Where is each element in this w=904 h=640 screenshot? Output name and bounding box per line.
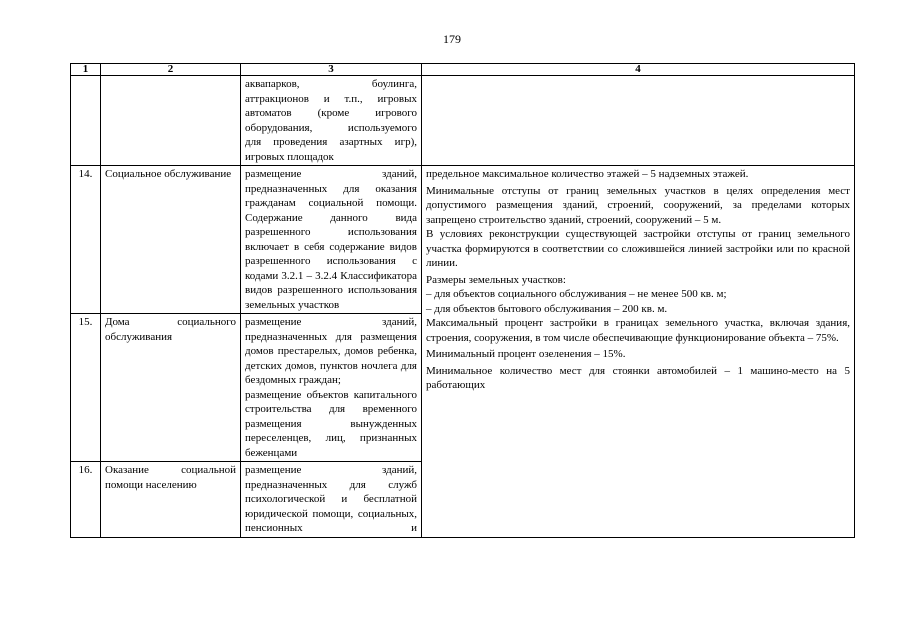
- column-header-1: 1: [71, 64, 101, 76]
- description-line: игровых площадок: [245, 150, 334, 163]
- page-number: 179: [443, 32, 461, 46]
- column-header-3: 3: [241, 64, 422, 76]
- param-max-floors: предельное максимальное количество этажей – 5 надземных этажей.: [426, 168, 749, 180]
- description-line: аттракционов и т.п., игровых: [245, 92, 417, 105]
- param-parking: Минимальное количество мест для стоянки автомобилей – 1 машино-место на 5 работающих: [426, 364, 850, 391]
- use-name: Дома социального обслуживания: [101, 314, 241, 462]
- row-number: 15.: [71, 314, 101, 462]
- table-row: [71, 76, 855, 166]
- table-row: [71, 166, 855, 314]
- table-header-row: [71, 64, 855, 76]
- param-setbacks: Минимальные отступы от границ земельных участков в целях определения мест допустимого размещения зданий, строений, сооружений, за пределами которых запрещено строительство зданий, строений, сооружений – 5 м.: [426, 184, 850, 226]
- parameters-cell-empty: [422, 76, 855, 166]
- param-plot-sizes: Размеры земельных участков:: [426, 273, 566, 286]
- list-item: – для объектов социального обслуживания – не менее 500 кв. м;: [426, 288, 727, 300]
- use-description: [241, 76, 422, 166]
- land-use-table: [70, 63, 855, 538]
- list-item: – для объектов бытового обслуживания – 200 кв. м.: [426, 302, 668, 315]
- param-max-coverage: Максимальный процент застройки в границах земельного участка, включая здания, строения, сооружения, в том числе обеспечивающие функционирование объекта – 75%.: [426, 317, 850, 344]
- description-part: размещение объектов капитального строительства для временного размещения вынужденных переселенцев, лиц, признанных беженцами: [245, 388, 417, 459]
- use-name: [101, 76, 241, 166]
- row-number: 14.: [71, 166, 101, 314]
- description-line: оборудования, используемого: [245, 121, 417, 134]
- parameters-cell: [422, 166, 855, 538]
- use-description: размещение зданий, предназначенных для оказания гражданам социальной помощи. Содержание данного вида разрешенного использования включает в себя содержание видов разрешенного использования с кодами 3.2.1 – 3.2.4 Классификатора видов разрешенного использования земельных участков: [241, 166, 422, 314]
- param-min-greenery: Минимальный процент озеленения – 15%.: [426, 348, 626, 360]
- param-reconstruction: В условиях реконструкции существующей застройки отступы от границ земельного участка формируются в соответствии со сложившейся линией застройки или по красной линии.: [426, 228, 850, 269]
- column-header-4: 4: [422, 64, 855, 76]
- description-line: для проведения азартных игр),: [245, 136, 417, 148]
- description-part: размещение зданий, предназначенных для размещения домов престарелых, домов ребенка, детских домов, пунктов ночлега для бездомных граждан;: [245, 316, 417, 386]
- use-name: Социальное обслуживание: [101, 166, 241, 314]
- row-number: 16.: [71, 462, 101, 538]
- use-description: размещение зданий, предназначенных для служб психологической и бесплатной юридической помощи, социальных, пенсионных и: [241, 462, 422, 538]
- description-line: автоматов (кроме игрового: [245, 107, 417, 119]
- use-name: Оказание социальной помощи населению: [101, 462, 241, 538]
- use-description: [241, 314, 422, 462]
- column-header-2: 2: [101, 64, 241, 76]
- description-line: аквапарков, боулинга,: [245, 78, 417, 90]
- row-number: [71, 76, 101, 166]
